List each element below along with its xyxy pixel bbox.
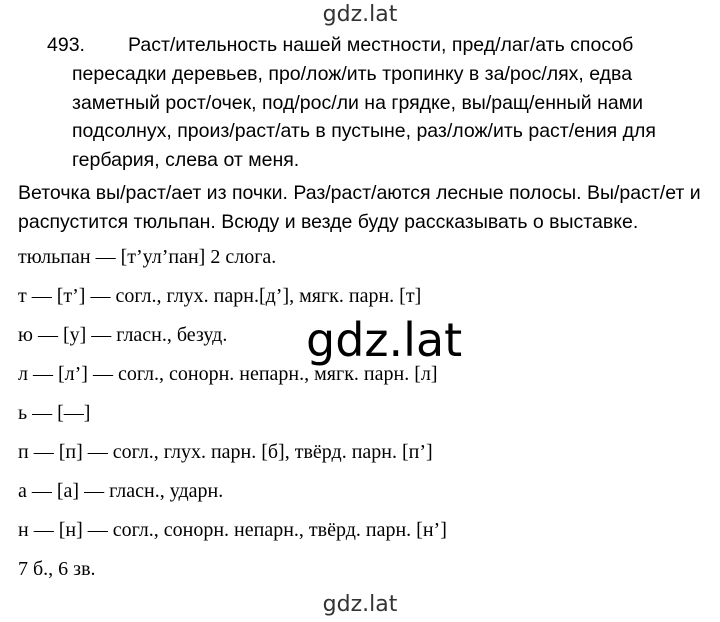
- paragraph-line-2: распустится тюльпан. Всюду и везде буду рассказывать о выставке.: [18, 211, 639, 233]
- exercise-line-3: заметный рост/очек, под/рос/ли на грядке, вы/ращ/енный нами: [72, 92, 644, 114]
- watermark-bottom: gdz.lat: [322, 592, 398, 617]
- analysis-letter-soft-sign: ь — [—]: [18, 402, 91, 424]
- paragraph-line-1: Веточка вы/раст/ает из почки. Раз/раст/аются лесные полосы. Вы/раст/ет и: [18, 182, 701, 204]
- analysis-letter-p: п — [п] — согл., глух. парн. [б], твёрд. парн. [п’]: [18, 441, 433, 463]
- analysis-letter-t: т — [т’] — согл., глух. парн.[д’], мягк. парн. [т]: [18, 285, 422, 307]
- exercise-line-4: подсолнух, произ/раст/ать в пустыне, раз/лож/ить раст/ения для: [72, 120, 656, 142]
- exercise-line-2: пересадки деревьев, про/лож/ить тропинку в за/рос/лях, едва: [72, 63, 633, 85]
- analysis-letter-yu: ю — [у] — гласн., безуд.: [18, 324, 228, 346]
- analysis-word-line: тюльпан — [т’ул’пан] 2 слога.: [18, 246, 277, 268]
- exercise-line-5: гербария, слева от меня.: [72, 149, 300, 171]
- watermark-top: gdz.lat: [322, 2, 398, 27]
- analysis-summary: 7 б., 6 зв.: [18, 558, 96, 580]
- analysis-letter-l: л — [л’] — согл., сонорн. непарн., мягк. парн. [л]: [18, 363, 438, 385]
- watermark-middle: gdz.lat: [306, 313, 463, 367]
- exercise-line-1: Раст/ительность нашей местности, пред/лаг/ать способ: [128, 34, 634, 56]
- analysis-letter-n: н — [н] — согл., сонорн. непарн., твёрд. парн. [н’]: [18, 519, 447, 541]
- exercise-number: 493.: [47, 34, 85, 56]
- analysis-letter-a: а — [а] — гласн., ударн.: [18, 480, 224, 502]
